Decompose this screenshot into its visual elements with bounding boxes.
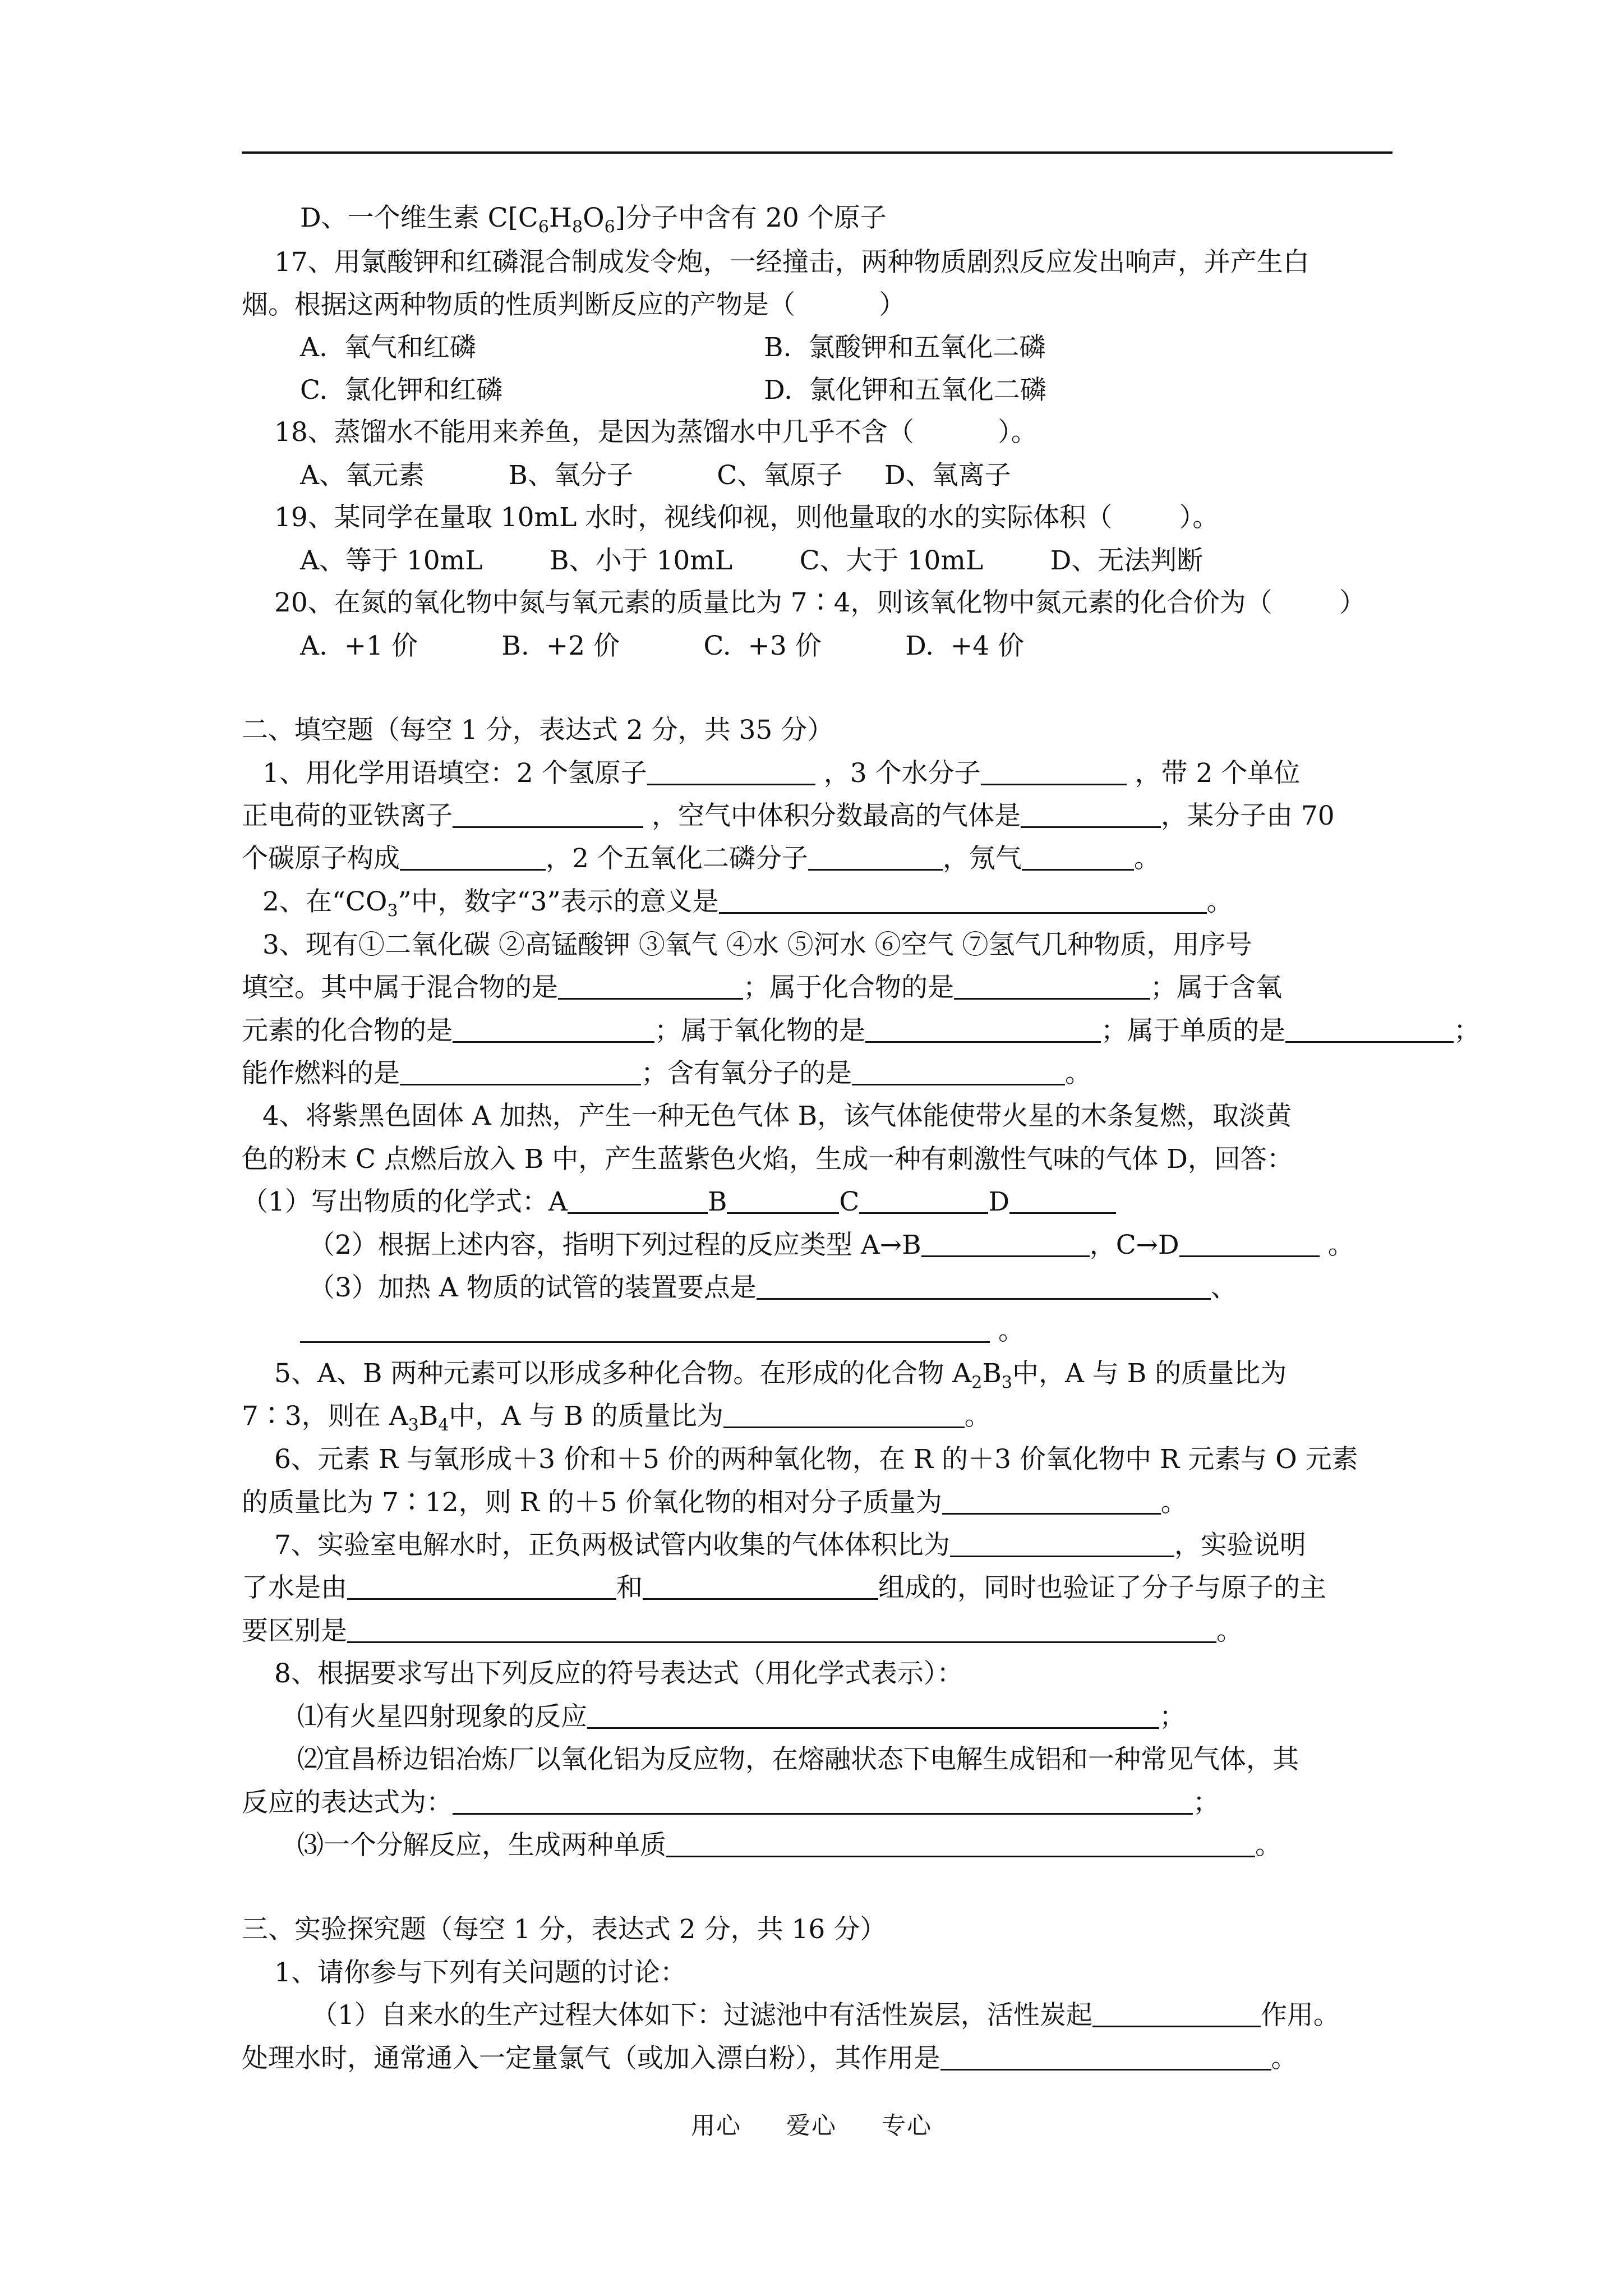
blank[interactable] <box>852 1059 1065 1085</box>
s2-q8-item3: ⑶一个分解反应，生成两种单质 。 <box>297 1830 1281 1861</box>
blank[interactable] <box>453 1016 654 1043</box>
blank[interactable] <box>950 1531 1174 1557</box>
q17-option-d: D. 氯化钾和五氧化二磷 <box>764 375 1046 406</box>
blank[interactable] <box>981 759 1127 785</box>
blank[interactable] <box>300 1317 990 1343</box>
section-2-title: 二、填空题（每空 1 分，表达式 2 分，共 35 分） <box>242 715 834 746</box>
page-footer <box>0 2109 1623 2143</box>
s2-q4-line3: （1）写出物质的化学式：A B C D <box>242 1185 1116 1219</box>
blank[interactable] <box>808 844 943 871</box>
s2-q4-line6: 。 <box>300 1314 1025 1348</box>
blank[interactable] <box>666 1831 1255 1857</box>
blank[interactable] <box>921 1231 1090 1257</box>
s2-q1-line1: 1、用化学用语填空：2 个氢原子 ，3 个水分子 ，带 2 个单位 <box>262 758 1301 789</box>
blank[interactable] <box>347 1573 616 1600</box>
blank[interactable] <box>859 1188 988 1214</box>
blank[interactable] <box>757 1273 1211 1300</box>
s2-q3-line1: 3、现有①二氧化碳 ②高锰酸钾 ③氧气 ④水 ⑤河水 ⑥空气 ⑦氢气几种物质，用序号 <box>262 930 1252 960</box>
q16-option-d: D、一个维生素 $C[C_6H_8O_6]$分子中含有 20 个原子 <box>300 203 887 237</box>
s3-q1-line2: （1）自来水的生产过程大体如下：过滤池中有活性炭层，活性炭起 作用。 <box>311 2000 1340 2031</box>
footer-text: 专心 <box>882 2112 932 2140</box>
blank[interactable] <box>558 973 743 1000</box>
blank[interactable] <box>865 1016 1101 1043</box>
footer-text: 用心 <box>691 2112 741 2140</box>
s2-q5-line2: 7∶3，则在 $A_3B_4$中，A 与 B 的质量比为 。 <box>242 1401 991 1435</box>
s2-q3-line3: 元素的化合物的是 ；属于氧化物的是 ；属于单质的是 ； <box>242 1015 1480 1046</box>
s2-q4-line4: （2）根据上述内容，指明下列过程的反应类型 A→B ，C→D 。 <box>308 1230 1354 1260</box>
s3-q1-line3: 处理水时，通常通入一定量氯气（或加入漂白粉），其作用是 。 <box>242 2043 1298 2074</box>
s2-q1-line3: 个碳原子构成 ，2 个五氧化二磷分子 ，氖气 。 <box>242 843 1160 874</box>
q17-option-b: B. 氯酸钾和五氧化二磷 <box>764 332 1046 363</box>
s3-q1-line1: 1、请你参与下列有关问题的讨论： <box>274 1957 686 1988</box>
blank[interactable] <box>1179 1231 1320 1257</box>
q18-options: A、氧元素 B、氧分子 C、氧原子 D、氧离子 <box>300 460 1011 491</box>
header-rule <box>242 151 1393 154</box>
q19-options: A、等于 10mL B、小于 10mL C、大于 10mL D、无法判断 <box>300 545 1204 576</box>
blank[interactable] <box>954 973 1150 1000</box>
q17-stem-line1: 17、用氯酸钾和红磷混合制成发令炮，一经撞击，两种物质剧烈反应发出响声，并产生白 <box>274 247 1310 278</box>
s2-q6-line1: 6、元素 R 与氧形成＋3 价和＋5 价的两种氧化物，在 R 的＋3 价氧化物中 R 元素与 O 元素 <box>274 1444 1358 1475</box>
blank[interactable] <box>643 1573 878 1600</box>
s2-q5-line1: 5、A、B 两种元素可以形成多种化合物。在形成的化合物 $A_2B_3$中，A 与 B 的质量比为 <box>274 1358 1287 1393</box>
s2-q4-line5: （3）加热 A 物质的试管的装置要点是 、 <box>308 1272 1237 1303</box>
s2-q8-item2-line2: 反应的表达式为： ； <box>242 1787 1219 1818</box>
s2-q3-line2: 填空。其中属于混合物的是 ；属于化合物的是 ；属于含氧 <box>242 972 1282 1003</box>
s2-q7-line1: 7、实验室电解水时，正负两极试管内收集的气体体积比为 ，实验说明 <box>274 1530 1306 1561</box>
blank[interactable] <box>453 802 643 828</box>
s2-q3-line4: 能作燃料的是 ；含有氧分子的是 。 <box>242 1058 1091 1089</box>
q20-stem: 20、在氮的氧化物中氮与氧元素的质量比为 7∶4，则该氧化物中氮元素的化合价为（ ） <box>274 587 1366 618</box>
blank[interactable] <box>453 1788 1193 1815</box>
blank[interactable] <box>1009 1188 1116 1214</box>
q19-stem: 19、某同学在量取 10mL 水时，视线仰视，则他量取的水的实际体积（ ）。 <box>274 502 1219 533</box>
blank[interactable] <box>587 1703 1159 1729</box>
blank[interactable] <box>1022 844 1134 871</box>
blank[interactable] <box>940 2044 1271 2070</box>
q17-option-c: C. 氯化钾和红磷 <box>300 375 503 406</box>
s2-q1-line2: 正电荷的亚铁离子 ，空气中体积分数最高的气体是 ，某分子由 70 <box>242 800 1335 831</box>
footer-text: 爱心 <box>786 2112 837 2140</box>
q17-stem-line2: 烟。根据这两种物质的性质判断反应的产物是（ ） <box>242 289 906 320</box>
blank[interactable] <box>727 1188 839 1214</box>
s2-q4-line1: 4、将紫黑色固体 A 加热，产生一种无色气体 B，该气体能使带火星的木条复燃，取淡黄 <box>262 1101 1292 1131</box>
s2-q7-line3: 要区别是 。 <box>242 1616 1243 1646</box>
s2-q6-line2: 的质量比为 7∶12，则 R 的＋5 价氧化物的相对分子质量为 。 <box>242 1487 1187 1518</box>
blank[interactable] <box>647 759 815 785</box>
blank[interactable] <box>568 1188 708 1214</box>
s2-q8-item2-line1: ⑵宜昌桥边铝冶炼厂以氧化铝为反应物，在熔融状态下电解生成铝和一种常见气体，其 <box>297 1744 1299 1775</box>
s2-q7-line2: 了水是由 和 组成的，同时也验证了分子与原子的主 <box>242 1572 1326 1603</box>
blank[interactable] <box>723 1402 965 1428</box>
q17-option-a: A. 氧气和红磷 <box>300 332 476 363</box>
q18-stem: 18、蒸馏水不能用来养鱼，是因为蒸馏水中几乎不含（ ）。 <box>274 417 1038 448</box>
blank[interactable] <box>1285 1016 1454 1043</box>
blank[interactable] <box>400 844 546 871</box>
blank[interactable] <box>719 887 1207 914</box>
s2-q4-line2: 色的粉末 C 点燃后放入 B 中，产生蓝紫色火焰，生成一种有刺激性气味的气体 D，回答： <box>242 1144 1293 1175</box>
q20-options: A. +1 价 B. +2 价 C. +3 价 D. +4 价 <box>300 631 1025 661</box>
blank[interactable] <box>347 1617 1216 1643</box>
s2-q8-line1: 8、根据要求写出下列反应的符号表达式（用化学式表示）： <box>274 1658 963 1689</box>
section-3-title: 三、实验探究题（每空 1 分，表达式 2 分，共 16 分） <box>242 1914 887 1945</box>
blank[interactable] <box>400 1059 641 1085</box>
blank[interactable] <box>1092 2001 1261 2027</box>
s2-q8-item1: ⑴有火星四射现象的反应 ； <box>297 1701 1186 1732</box>
blank[interactable] <box>942 1488 1161 1515</box>
blank[interactable] <box>1021 802 1161 828</box>
s2-q2: 2、在“$CO_3$”中，数字“3”表示的意义是 。 <box>262 886 1233 921</box>
